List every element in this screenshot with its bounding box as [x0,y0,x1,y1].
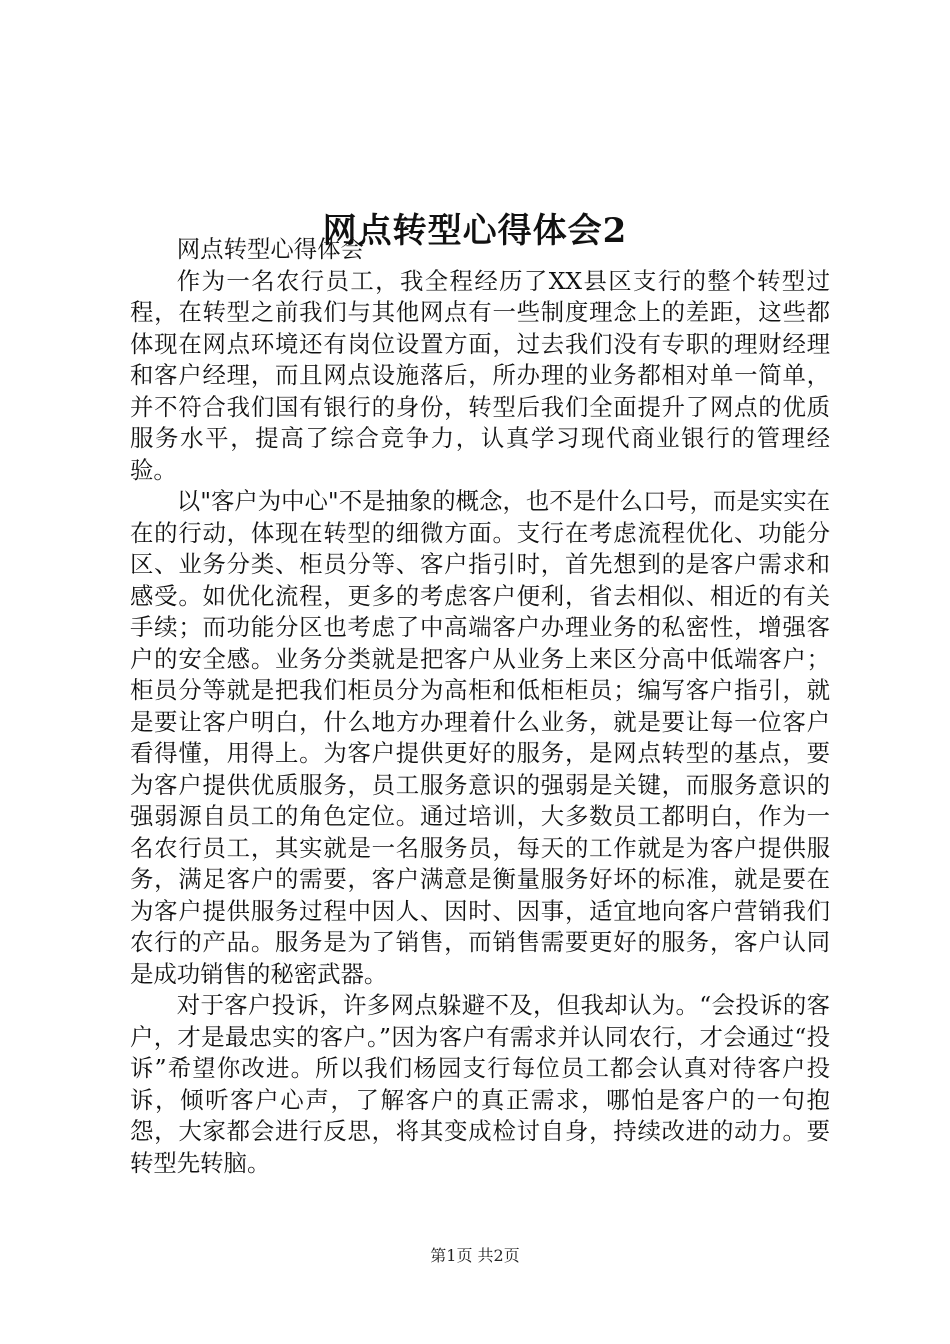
body-paragraph-3: 对于客户投诉，许多网点躲避不及，但我却认为。“会投诉的客户，才是最忠实的客户。”因为客户有需求并认同农行，才会通过“投诉”希望你改进。所以我们杨园支行每位员工都会认真对待客户投诉，倾听客户心声，了解客户的真正需求，哪怕是客户的一句抱怨，大家都会进行反思，将其变成检讨自身，持续改进的动力。要转型先转脑。 [130,991,830,1177]
page-number-footer: 第1页 共2页 [430,1246,520,1265]
document-title: 网点转型心得体会2 [322,210,628,251]
body-paragraph-subtitle: 网点转型心得体会 [176,235,364,263]
document-body [130,234,830,1179]
body-paragraph-1: 作为一名农行员工，我全程经历了XX县区支行的整个转型过程，在转型之前我们与其他网点有一些制度理念上的差距，这些都体现在网点环境还有岗位设置方面，过去我们没有专职的理财经理和客户经理，而且网点设施落后，所办理的业务都相对单一简单，并不符合我们国有银行的身份，转型后我们全面提升了网点的优质服务水平，提高了综合竞争力，认真学习现代商业银行的管理经验。 [130,266,830,484]
body-paragraph-2: 以"客户为中心"不是抽象的概念，也不是什么口号，而是实实在在的行动，体现在转型的细微方面。支行在考虑流程优化、功能分区、业务分类、柜员分等、客户指引时，首先想到的是客户需求和感受。如优化流程，更多的考虑客户便利，省去相似、相近的有关手续；而功能分区也考虑了中高端客户办理业务的私密性，增强客户的安全感。业务分类就是把客户从业务上来区分高中低端客户；柜员分等就是把我们柜员分为高柜和低柜柜员；编写客户指引，就是要让客户明白，什么地方办理着什么业务，就是要让每一位客户看得懂，用得上。为客户提供更好的服务，是网点转型的基点，要为客户提供优质服务，员工服务意识的强弱是关键，而服务意识的强弱源自员工的角色定位。通过培训，大多数员工都明白，作为一名农行员工，其实就是一名服务员，每天的工作就是为客户提供服务，满足客户的需要，客户满意是衡量服务好坏的标准，就是要在为客户提供服务过程中因人、因时、因事，适宜地向客户营销我们农行的产品。服务是为了销售，而销售需要更好的服务，客户认同是成功销售的秘密武器。 [130,487,830,988]
